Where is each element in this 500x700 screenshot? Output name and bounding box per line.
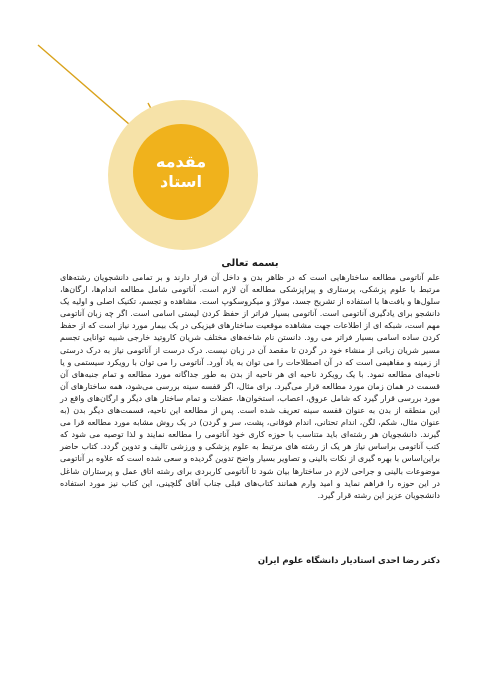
page-title-line1: مقدمه [155, 152, 207, 171]
preface-content [60, 258, 440, 502]
preface-paragraph: علم آناتومی مطالعه ساختارهایی است که در ظاهر بدن و داخل آن قرار دارند و بر تمامی دانشجویان رشته‌های مرتبط با علوم پزشکی، پرستاری و پیراپزشکی مطالعه آن لازم است. آناتومی شامل مطالعه اندام‌ها، ارگان‌ها، سلول‌ها و بافت‌ها با استفاده از تشریح جسد، مولاژ و میکروسکوپ است. مشاهده و تجسم، تکنیک اصلی و اولیه یک دانشجو برای یادگیری آناتومی است. آناتومی بسیار فراتر از حفظ کردن لیستی اسامی است. اگر چه زبان آناتومی مهم است، شبکه ای از اطلاعات جهت مشاهده موقعیت ساختارهای فیزیکی در یک بیمار مورد نیاز است که از حفظ کردن ساده اسامی بسیار فراتر می رود. دانستن نام شاخه‌های مختلف شریان کاروتید خارجی شبیه توانایی تجسم مسیر شریان زبانی از منشاء خود در گردن تا مقصد آن در زبان نیست. درک درست از آناتومی نیاز به درک درستی از زمینه و مفاهیمی است که در آن اصطلاحات را می توان به یاد آورد. آناتومی را می توان با رویکرد سیستمی و یا ناحیه‌ای مطالعه نمود. با یک رویکرد ناحیه ای هر ناحیه از بدن به طور جداگانه مورد مطالعه و تمام جنبه‌های آن قسمت در همان زمان مورد مطالعه قرار می‌گیرد. برای مثال، اگر قفسه سینه بررسی می‌شود، همه ساختارهای آن مورد بررسی قرار گیرد که شامل عروق، اعصاب، استخوان‌ها، عضلات و تمام ساختار های دیگر و ارگان‌های واقع در این منطقه از بدن به عنوان قفسه سینه تعریف شده است. پس از مطالعه این ناحیه، قسمت‌های دیگر بدن (به عنوان مثال، شکم، لگن، اندام تحتانی، اندام فوقانی، پشت، سر و گردن) در یک روش مشابه مورد مطالعه قرا می گیرند. دانشجویان هر رشته‌ای باید متناسب با حوزه کاری خود آناتومی را مطالعه نمایند و لذا توصیه می شود که کتب آناتومی براساس نیاز هر یک از رشته های مرتبط به علوم پزشکی و ورزشی تالیف و تدوین گردد. کتاب حاضر براین‌اساس با بهره گیری از نکات بالینی و تصاویر بسیار واضح تدوین گردیده و سعی شده است که علاوه بر آناتومی موضوعات بالینی و جراحی لازم در ساختارها بیان شود تا آناتومی کاربردی برای رشته اتاق عمل و پرستاران شاغل در این حوزه را فراهم نماید و امید وارم همانند کتاب‌های قبلی جناب آقای گلچینی، این کتاب نیز مورد استفاده دانشجویان عزیز این رشته قرار گیرد. [60, 273, 440, 500]
page-title [133, 124, 229, 220]
author-signature: دکتر رضا احدی استادیار دانشگاه علوم ایران [257, 556, 440, 566]
page-title-line2: استاد [160, 172, 202, 191]
heading-emblem [108, 100, 258, 250]
bismillah-heading: بسمه تعالی [221, 258, 279, 269]
